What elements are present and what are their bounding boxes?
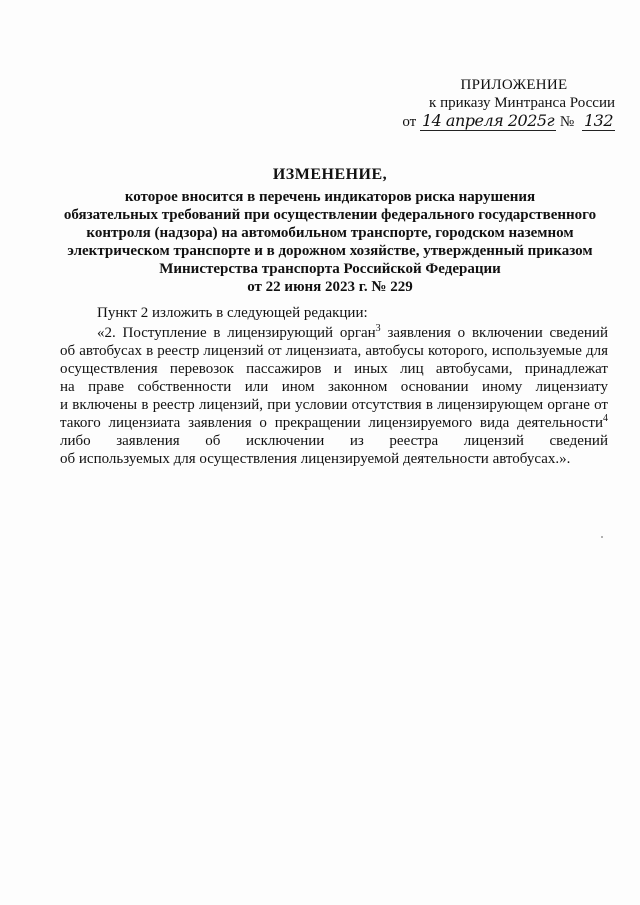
number-prefix: № (559, 114, 575, 130)
footnote-ref: 4 (603, 413, 608, 424)
body-text: заявления о включении сведений (380, 325, 608, 341)
scan-speck (601, 536, 603, 538)
body-line (60, 324, 608, 342)
heading-line: от 22 июня 2023 г. № 229 (247, 279, 413, 295)
handwritten-number: 132 (583, 111, 613, 130)
heading-line: электрическом транспорте и в дорожном хозяйстве, утвержденный приказом (67, 243, 593, 259)
document-heading (60, 166, 600, 296)
heading-line: контроля (надзора) на автомобильном транспорте, городском наземном (86, 225, 574, 241)
date-prefix: от (402, 114, 417, 130)
body-line (60, 414, 608, 432)
body-line: об используемых для осуществления лицензируемой деятельности автобусах.». (60, 451, 571, 467)
appendix-title: ПРИЛОЖЕНИЕ (460, 77, 568, 93)
footnote-ref: 3 (375, 323, 381, 334)
body-line: осуществления перевозок пассажиров и иных лиц автобусами, принадлежат (60, 361, 608, 377)
appendix-date-number-row (395, 112, 615, 131)
heading-title: ИЗМЕНЕНИЕ, (272, 166, 388, 183)
body-intro: Пункт 2 изложить в следующей редакции: (97, 305, 368, 321)
heading-line: обязательных требований при осуществлении федерального государственного (63, 207, 597, 223)
appendix-order-line: к приказу Минтранса России (429, 95, 615, 111)
handwritten-date: 14 апреля 2025г (421, 111, 555, 130)
heading-line: которое вносится в перечень индикаторов риска нарушения (124, 189, 536, 205)
heading-line: Министерства транспорта Российской Федерации (159, 261, 501, 277)
body-line: на праве собственности или ином законном основании иному лицензиату (60, 379, 608, 395)
body-text: такого лицензиата заявления о прекращении лицензируемого вида деятельности (60, 415, 603, 431)
body-line: либо заявления об исключении из реестра лицензий сведений (60, 433, 608, 449)
body-line: и включены в реестр лицензий, при условии отсутствия в лицензирующем органе от (60, 397, 608, 413)
body-text: «2. Поступление в лицензирующий орган (97, 325, 376, 341)
appendix-block (395, 76, 615, 131)
body-line: об автобусах в реестр лицензий от лицензиата, автобусы которого, используемые для (60, 343, 608, 359)
document-body (60, 304, 608, 468)
